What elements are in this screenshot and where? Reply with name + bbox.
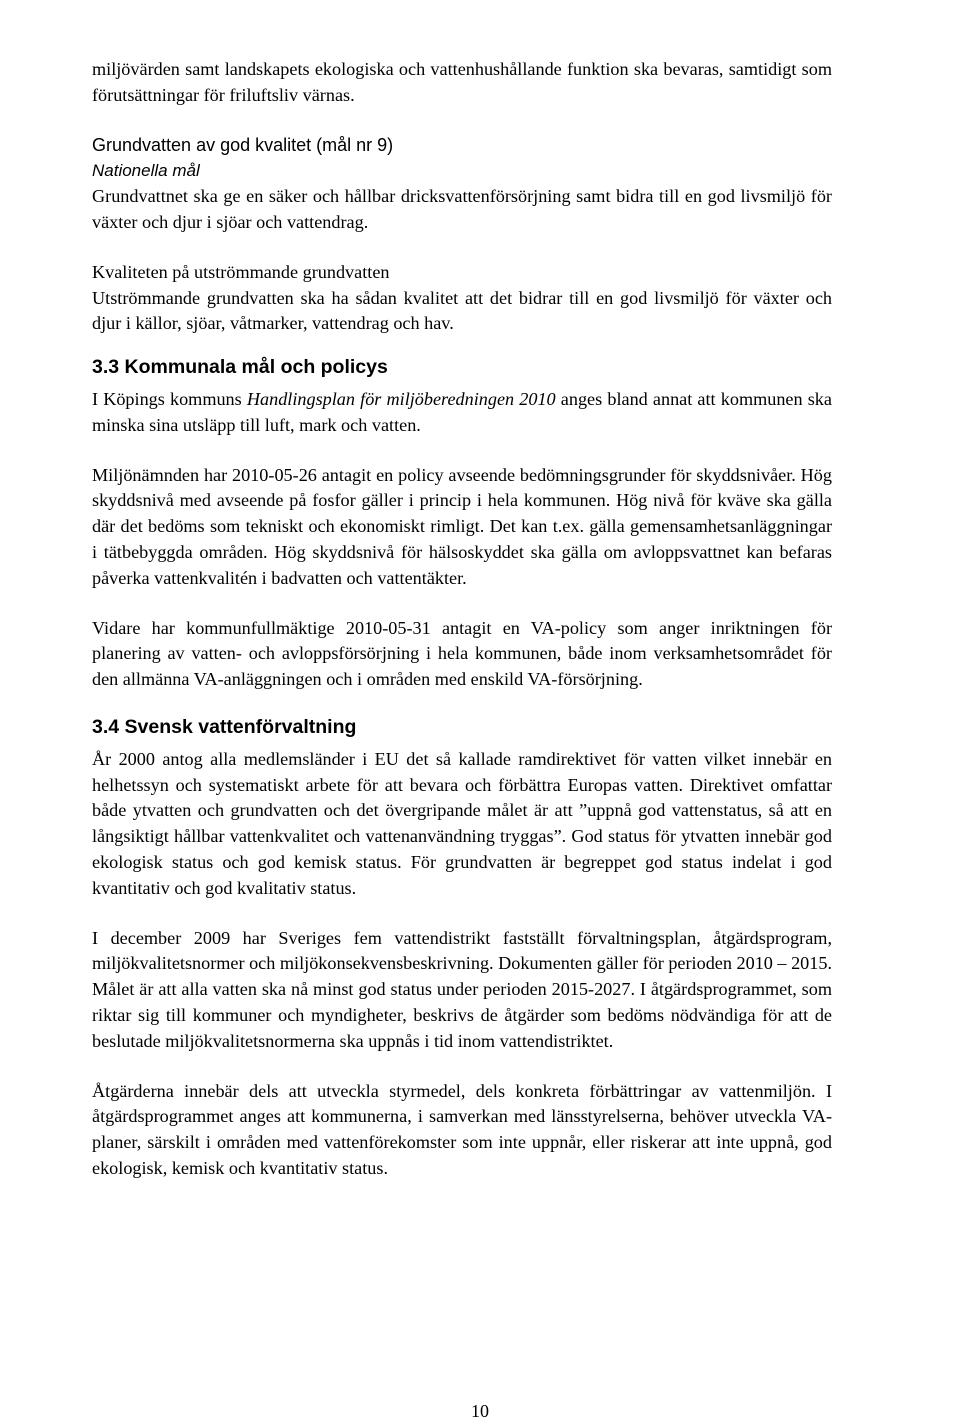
section-3-3-title: 3.3 Kommunala mål och policys (92, 356, 388, 379)
outflow-heading: Kvaliteten på utströmmande grundvatten (92, 261, 390, 282)
p1-text-before: I Köpings kommuns (92, 388, 247, 409)
section-3-3-paragraph-1 (92, 387, 832, 439)
intro-paragraph: miljövärden samt landskapets ekologiska och vattenhushållande funktion ska bevaras, samtidigt som förutsättningar för friluftsliv värnas. (92, 59, 832, 105)
section-3-4-paragraph-2: I december 2009 har Sveriges fem vattendistrikt fastställt förvaltningsplan, åtgärdsprogram, miljökvalitetsnormer och miljökonsekvensbeskrivning. Dokumenten gäller för perioden 2010 – 2015. Målet är att alla vatten ska nå minst god status under perioden 2015-2027. I åtgärdsprogrammet, som riktar sig till kommuner och myndigheter, beskrivs de åtgärder som bedöms nödvändiga för att de beslutade miljökvalitetsnormerna ska uppnås i tid inom vattendistriktet. (92, 927, 832, 1051)
page-number: 10 (471, 1401, 489, 1421)
section-3-4-paragraph-3: Åtgärderna innebär dels att utveckla styrmedel, dels konkreta förbättringar av vattenmiljön. I åtgärdsprogrammet anges att kommunerna, i samverkan med länsstyrelserna, behöver utveckla VA-planer, särskilt i områden med vattenförekomster som inte uppnår, eller riskerar att inte uppnå, god ekologisk, kemisk och kvantitativ status. (92, 1080, 832, 1178)
outflow-body: Utströmmande grundvatten ska ha sådan kvalitet att det bidrar till en god livsmiljö för växter och djur i källor, sjöar, våtmarker, vattendrag och hav. (92, 287, 832, 334)
p1-text-after: anges bland annat att kommunen ska minska sina utsläpp till luft, mark och vatten. (92, 388, 832, 435)
section-3-4-title: 3.4 Svensk vattenförvaltning (92, 715, 357, 738)
plan-title-italic: Handlingsplan för miljöberedningen 2010 (246, 388, 556, 409)
section-3-3-paragraph-2: Miljönämnden har 2010-05-26 antagit en policy avseende bedömningsgrunder för skyddsnivåer. Hög skyddsnivå med avseende på fosfor gäller i princip i hela kommunen. Hög nivå för kväve ska gälla där det bedöms som tekniskt och ekonomiskt rimligt. Det kan t.ex. gälla gemensamhetsanläggningar i tätbebyggda områden. Hög skyddsnivå för hälsoskyddet ska gälla om avloppsvattnet kan befaras påverka vattenkvalitén i badvatten och vattentäkter. (92, 464, 832, 588)
goal9-subheading: Nationella mål (92, 161, 200, 181)
section-3-3-paragraph-3: Vidare har kommunfullmäktige 2010-05-31 antagit en VA-policy som anger inriktningen för planering av vatten- och avloppsförsörjning i hela kommunen, både inom verksamhetsområdet för den allmänna VA-anläggningen och i områden med enskild VA-försörjning. (92, 617, 832, 690)
document-page (92, 57, 832, 1182)
goal9-body: Grundvattnet ska ge en säker och hållbar dricksvattenförsörjning samt bidra till en god livsmiljö för växter och djur i sjöar och vattendrag. (92, 186, 832, 232)
section-3-4-paragraph-1: År 2000 antog alla medlemsländer i EU det så kallade ramdirektivet för vatten vilket innebär en helhetssyn och systematiskt arbete för att bevara och förbättra Europas vatten. Direktivet omfattar både ytvatten och grundvatten och det övergripande målet är att ”uppnå god vattenstatus, så att en långsiktigt hållbar vattenkvalitet och vattenanvändning tryggas”. God status för ytvatten innebär god ekologisk status och god kemisk status. För grundvatten är begreppet god status indelat i god kvantitativ och god kvalitativ status. (92, 748, 832, 898)
goal9-heading: Grundvatten av god kvalitet (mål nr 9) (92, 134, 394, 155)
